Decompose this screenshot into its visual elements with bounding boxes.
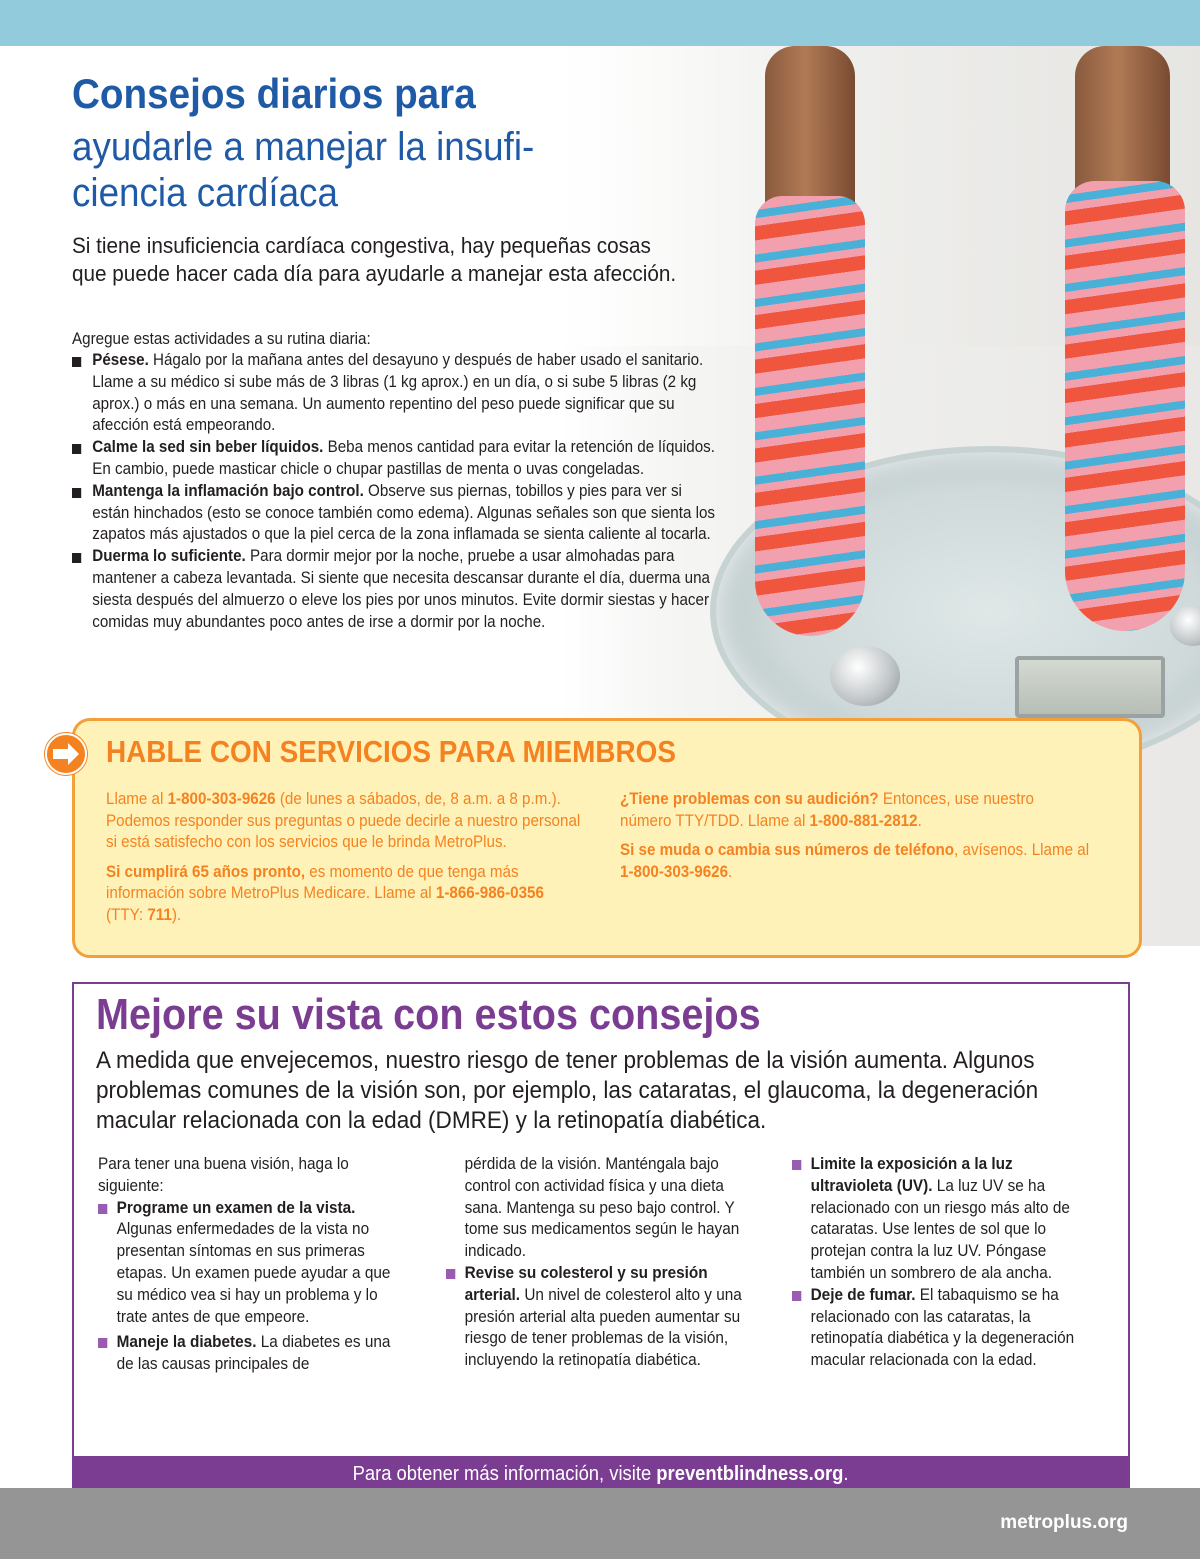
top-color-bar [0, 0, 1200, 46]
article-subtitle: ayudarle a manejar la insufi-ciencia cardíaca [72, 125, 535, 215]
bullet-square-icon [792, 1291, 801, 1301]
right-leg [1075, 46, 1170, 196]
vision-col-2 [446, 1154, 753, 1372]
list-item: Mantenga la inflamación bajo control. Observe sus piernas, tobillos y pies para ver si están hinchados (esto se conoce también como edema). Algunas señales son que sienta los zapatos más ajustados o que la piel cerca de la zona inflamada se sienta caliente al tocarla. [72, 481, 716, 546]
member-services-title: HABLE CON SERVICIOS PARA MIEMBROS [106, 734, 676, 769]
bullet-square-icon [72, 444, 81, 454]
heart-tips-list [72, 350, 716, 633]
footer-site-link[interactable]: metroplus.org [1000, 1512, 1128, 1533]
bullet-square-icon [98, 1204, 107, 1214]
list-item: Calme la sed sin beber líquidos. Beba menos cantidad para evitar la retención de líquidos. En cambio, puede masticar chicle o chupar pastillas de menta o uvas congeladas. [72, 437, 716, 481]
tty-number[interactable]: 711 [147, 905, 172, 924]
list-item: Limite la exposición a la luz ultravioleta (UV). La luz UV se ha relacionado con un riesgo más alto de cataratas. Use lentes de sol que lo protejan contra la luz UV. Póngase también un sombrero de ala ancha. [792, 1154, 1090, 1285]
list-item-continuation: pérdida de la visión. Manténgala bajo control con actividad física y una dieta sana. Mantenga su peso bajo control. Y tome sus medicamentos según le hayan indicado. [464, 1155, 740, 1261]
phone-number[interactable]: 1-800-881-2812 [809, 811, 918, 830]
right-sock [1065, 181, 1185, 631]
bullet-square-icon [98, 1338, 107, 1348]
more-info-bar: Para obtener más información, visite preventblindness.org. [72, 1456, 1130, 1492]
member-paragraph: Llame al 1-800-303-9626 (de lunes a sábados, de, 8 a.m. a 8 p.m.). Podemos responder sus preguntas o puede decirle a nuestro personal si está satisfecho con los servicios que le brinda MetroPlus. [106, 790, 581, 851]
bullet-square-icon [72, 488, 81, 498]
bullet-square-icon [72, 553, 81, 563]
scale-display [1015, 656, 1165, 718]
arrow-right-icon [44, 732, 88, 776]
member-paragraph: Si se muda o cambia sus números de teléfono, avísenos. Llame al 1-800-303-9626. [620, 841, 1090, 881]
vision-col-1 [98, 1154, 396, 1376]
vision-intro: A medida que envejecemos, nuestro riesgo de tener problemas de la visión aumenta. Algunos problemas comunes de la visión son, por ejemplo, las cataratas, el glaucoma, la degeneración macular relacionada con la edad (DMRE) y la retinopatía diabética. [96, 1047, 1039, 1134]
member-paragraph: Si cumplirá 65 años pronto, es momento de que tenga más información sobre MetroPlus Medicare. Llame al 1-866-986-0356 (TTY: 711). [106, 862, 544, 924]
scale-foot [830, 646, 900, 706]
list-item: Maneje la diabetes. La diabetes es una de las causas principales de [98, 1332, 396, 1376]
list-item: Programe un examen de la vista. Algunas enfermedades de la vista no presentan síntomas en sus primeras etapas. Un examen puede ayudar a que su médico vea si hay un problema y lo trate antes de que empeore. [98, 1198, 396, 1329]
bullet-square-icon [72, 357, 81, 367]
member-col-left [106, 789, 584, 934]
left-leg [765, 46, 855, 216]
bullet-square-icon [446, 1269, 455, 1279]
list-item: Duerma lo suficiente. Para dormir mejor por la noche, pruebe a usar almohadas para mantener a cabeza levantada. Si siente que necesita descansar durante el día, duerma una siesta después del almuerzo o eleve los pies por unos minutos. Evite dormir siestas y hacer comidas muy abundantes poco antes de irse a dormir por la noche. [72, 546, 716, 633]
phone-number[interactable]: 1-800-303-9626 [167, 790, 276, 808]
list-item: Pésese. Hágalo por la mañana antes del desayuno y después de haber usado el sanitario. Llame a su médico si sube más de 3 libras (1 kg aprox.) en un día, o si sube 5 libras (2 kg aprox.) o más en una semana. Un aumento repentino del peso puede significar que su afección está empeorando. [72, 350, 716, 437]
preventblindness-link[interactable]: preventblindness.org [656, 1463, 844, 1485]
vision-col-3 [792, 1154, 1090, 1372]
left-sock [755, 196, 865, 636]
article-intro: Si tiene insuficiencia cardíaca congestiva, hay pequeñas cosas que puede hacer cada día para ayudarle a manejar esta afección. [72, 233, 677, 286]
bullet-square-icon [792, 1160, 801, 1170]
phone-number[interactable]: 1-866-986-0356 [435, 884, 544, 902]
phone-number[interactable]: 1-800-303-9626 [620, 862, 729, 881]
member-paragraph: ¿Tiene problemas con su audición? Entonces, use nuestro número TTY/TDD. Llame al 1-800-881-2812. [620, 790, 1034, 830]
vision-title: Mejore su vista con estos consejos [96, 990, 761, 1039]
member-col-right [620, 789, 1089, 891]
vision-lead: Para tener una buena visión, haga lo siguiente: [98, 1155, 349, 1195]
list-item: Deje de fumar. El tabaquismo se ha relacionado con las cataratas, la retinopatía diabética y la degeneración macular relacionada con la edad. [792, 1285, 1090, 1372]
list-lead: Agregue estas actividades a su rutina diaria: [72, 330, 371, 348]
list-item: Revise su colesterol y su presión arterial. Un nivel de colesterol alto y una presión arterial alta pueden aumentar su riesgo de tener problemas de la visión, incluyendo la retinopatía diabética. [446, 1263, 753, 1372]
article-title: Consejos diarios para [72, 70, 476, 117]
